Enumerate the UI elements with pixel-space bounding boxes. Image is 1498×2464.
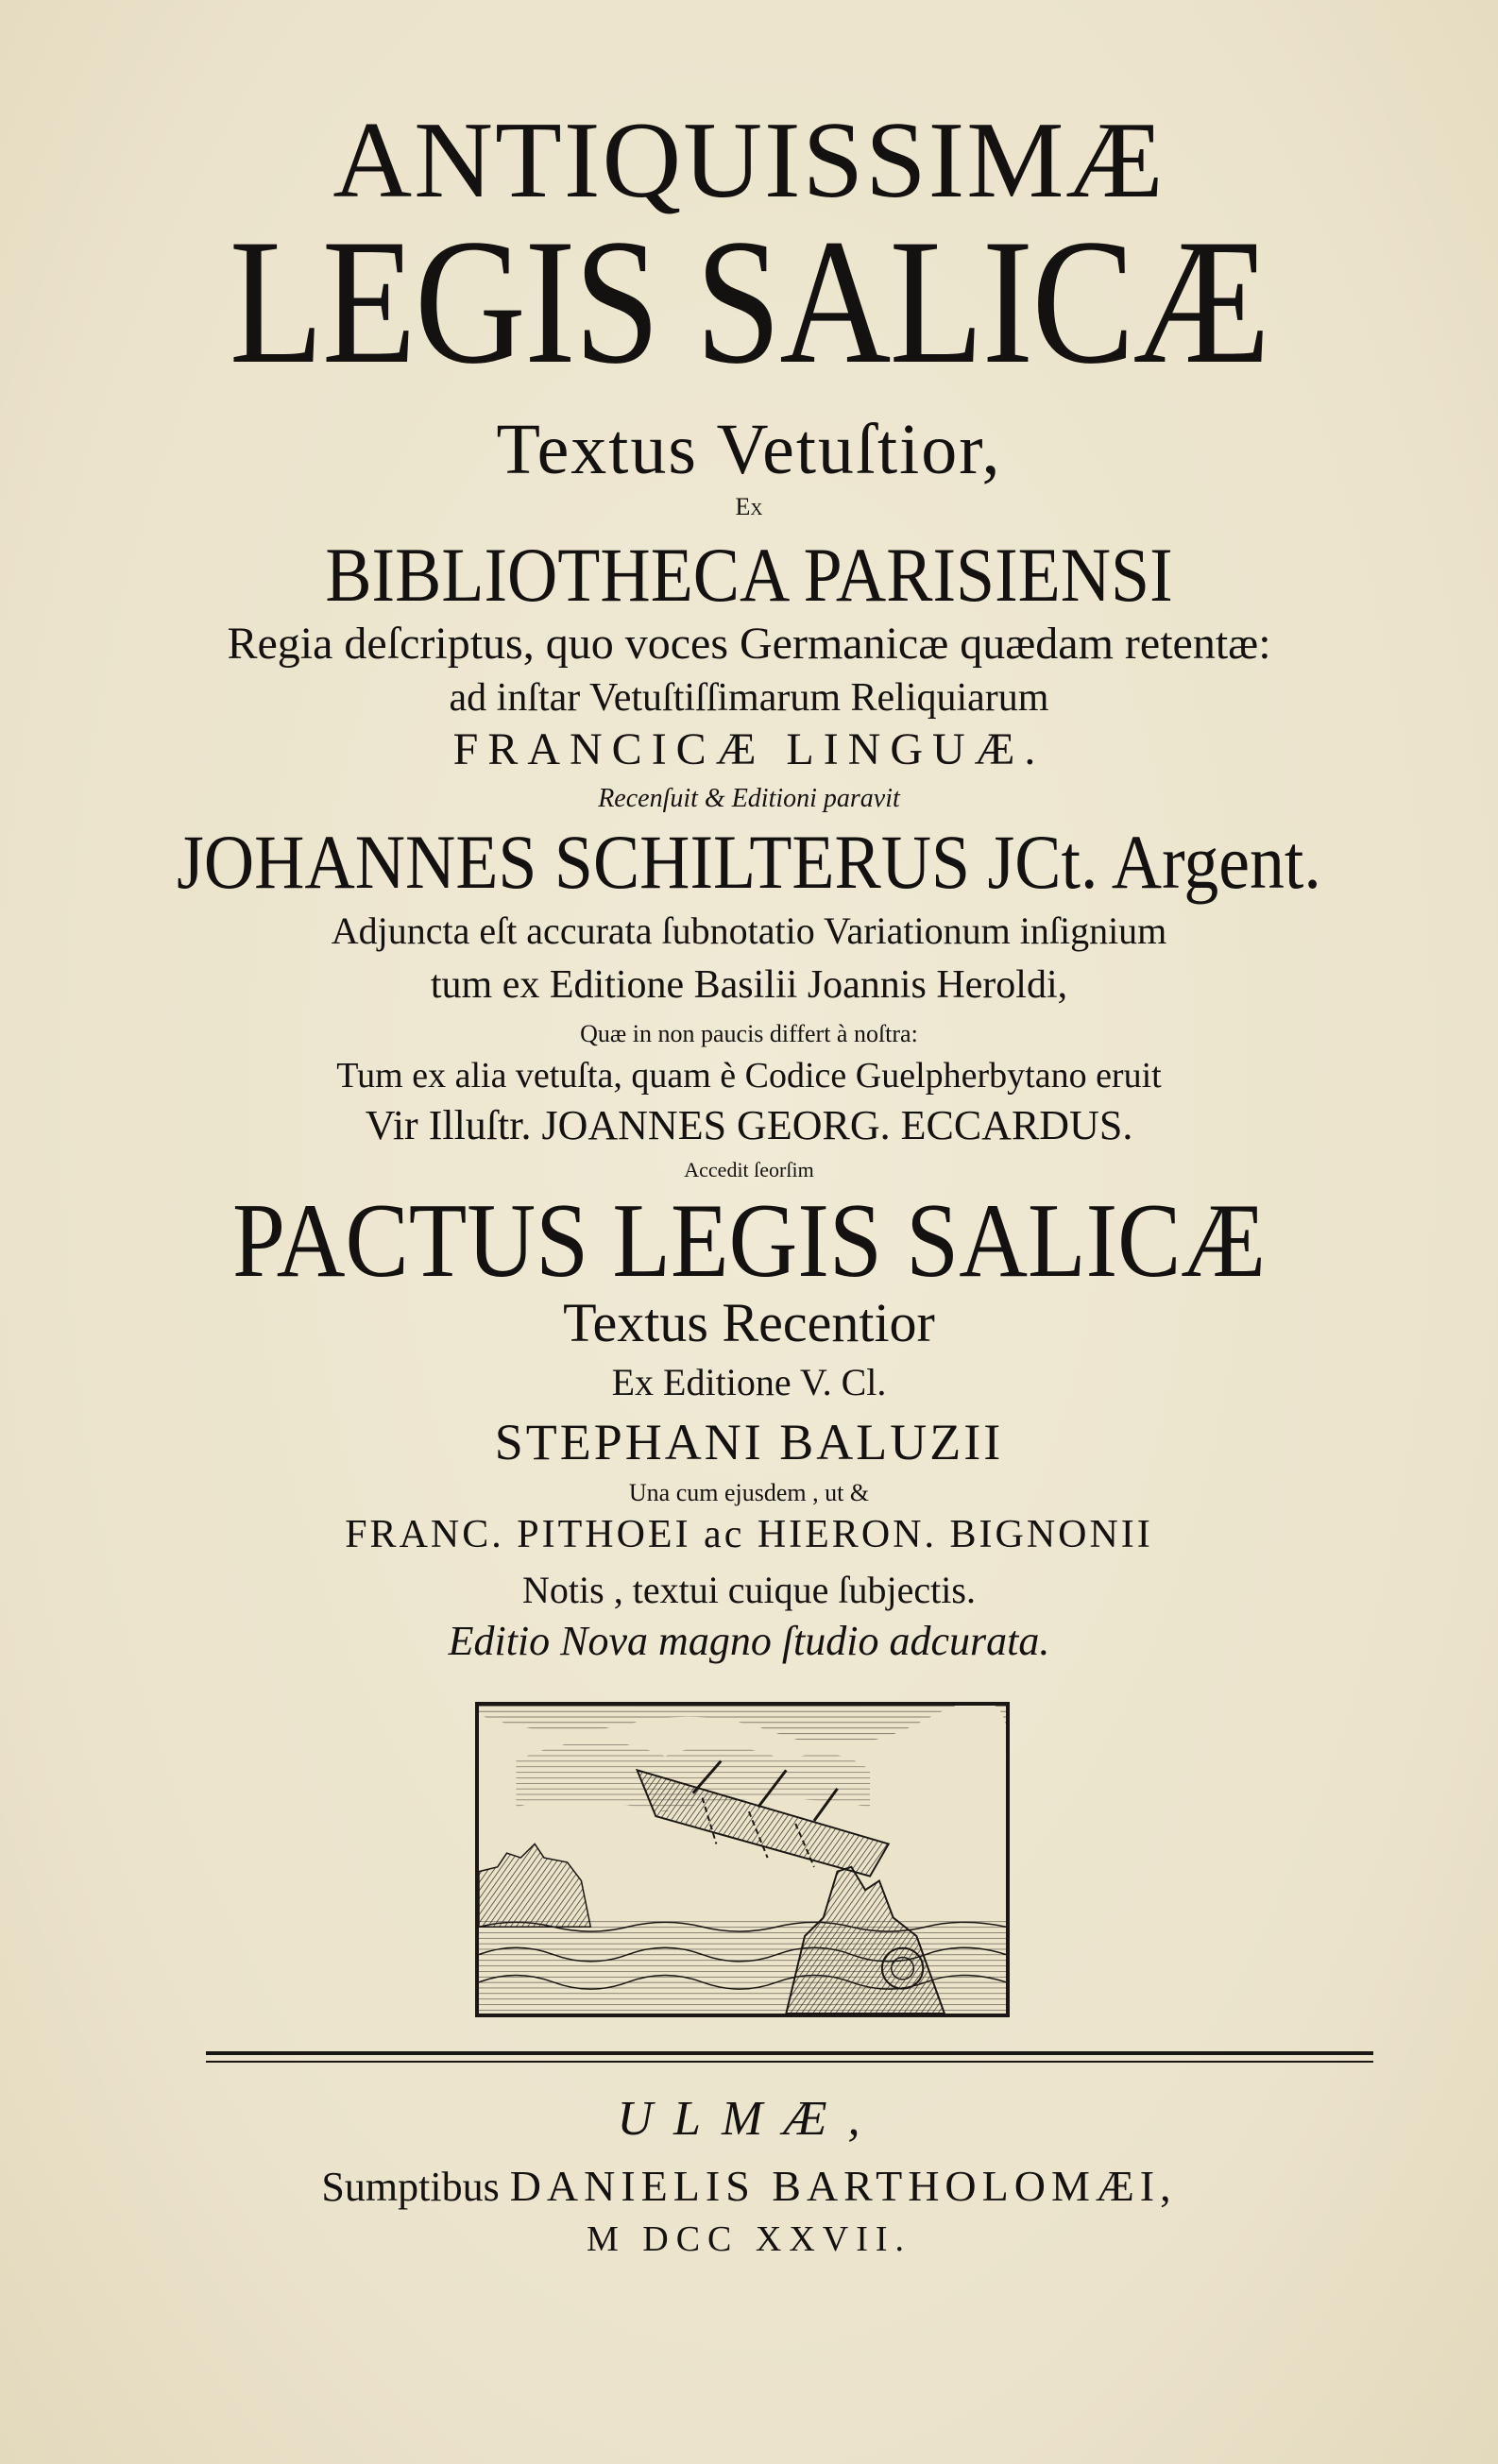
title-line-ad-instar: ad inſtar Vetuſtiſſimarum Reliquiarum [449, 676, 1049, 720]
ship-and-rock-engraving-icon [479, 1706, 1006, 2014]
title-line-bibliotheca: BIBLIOTHECA PARISIENSI [325, 532, 1173, 618]
subtitle-textus-vetustior: Textus Vetuſtior, [496, 410, 1002, 489]
title-line-adjuncta: Adjuncta eſt accurata ſubnotatio Variationum inſignium [331, 909, 1167, 952]
title-line-ex-editione: Ex Editione V. Cl. [611, 1361, 887, 1403]
title-line-baluzii: STEPHANI BALUZII [494, 1414, 1004, 1470]
double-rule-bottom [206, 2061, 1373, 2063]
title-line-notis: Notis , textui cuique ſubjectis. [522, 1569, 976, 1611]
title-line-pactus: PACTUS LEGIS SALICÆ [231, 1182, 1267, 1300]
title-line-editio-nova: Editio Nova magno ſtudio adcurata. [448, 1618, 1050, 1664]
title-line-eccardus: Vir Illuſtr. JOANNES GEORG. ECCARDUS. [365, 1102, 1133, 1148]
title-line-una-cum: Una cum ejusdem , ut & [628, 1479, 870, 1506]
title-line-francicae: FRANCICÆ LINGUÆ. [452, 724, 1046, 774]
title-line-ex: Ex [735, 493, 763, 520]
title-line-tum-ex-alia: Tum ex alia vetuſta, quam è Codice Guelpherbytano eruit [336, 1056, 1162, 1096]
imprint-place: ULMÆ, [617, 2092, 881, 2146]
imprint-publisher-name: DANIELIS BARTHOLOMÆI, [509, 2162, 1177, 2210]
title-line-recensuit: Recenſuit & Editioni paravit [598, 784, 900, 813]
imprint-publisher [0, 2162, 1498, 2210]
title-line-pithoei: FRANC. PITHOEI ac HIERON. BIGNONII [345, 1513, 1153, 1556]
title-line-legis-salicae: LEGIS SALICÆ [229, 203, 1269, 401]
imprint-year: M DCC XXVII. [586, 2219, 912, 2259]
title-line-regia: Regia deſcriptus, quo voces Germanicæ quædam retentæ: [227, 619, 1271, 669]
subtitle-textus-recentior: Textus Recentior [563, 1292, 935, 1353]
title-line-quae: Quæ in non paucis differt à noſtra: [580, 1020, 918, 1047]
double-rule-top [206, 2051, 1373, 2055]
author-name: JOHANNES SCHILTERUS JCt. Argent. [177, 819, 1321, 905]
title-line-antiquissimae: ANTIQUISSIMÆ [332, 100, 1166, 221]
title-line-accedit: Accedit ſeorſim [684, 1158, 814, 1181]
imprint-publisher-prefix: Sumptibus [321, 2164, 500, 2210]
printers-device [475, 1702, 1010, 2017]
title-line-herold: tum ex Editione Basilii Joannis Heroldi, [430, 963, 1068, 1007]
